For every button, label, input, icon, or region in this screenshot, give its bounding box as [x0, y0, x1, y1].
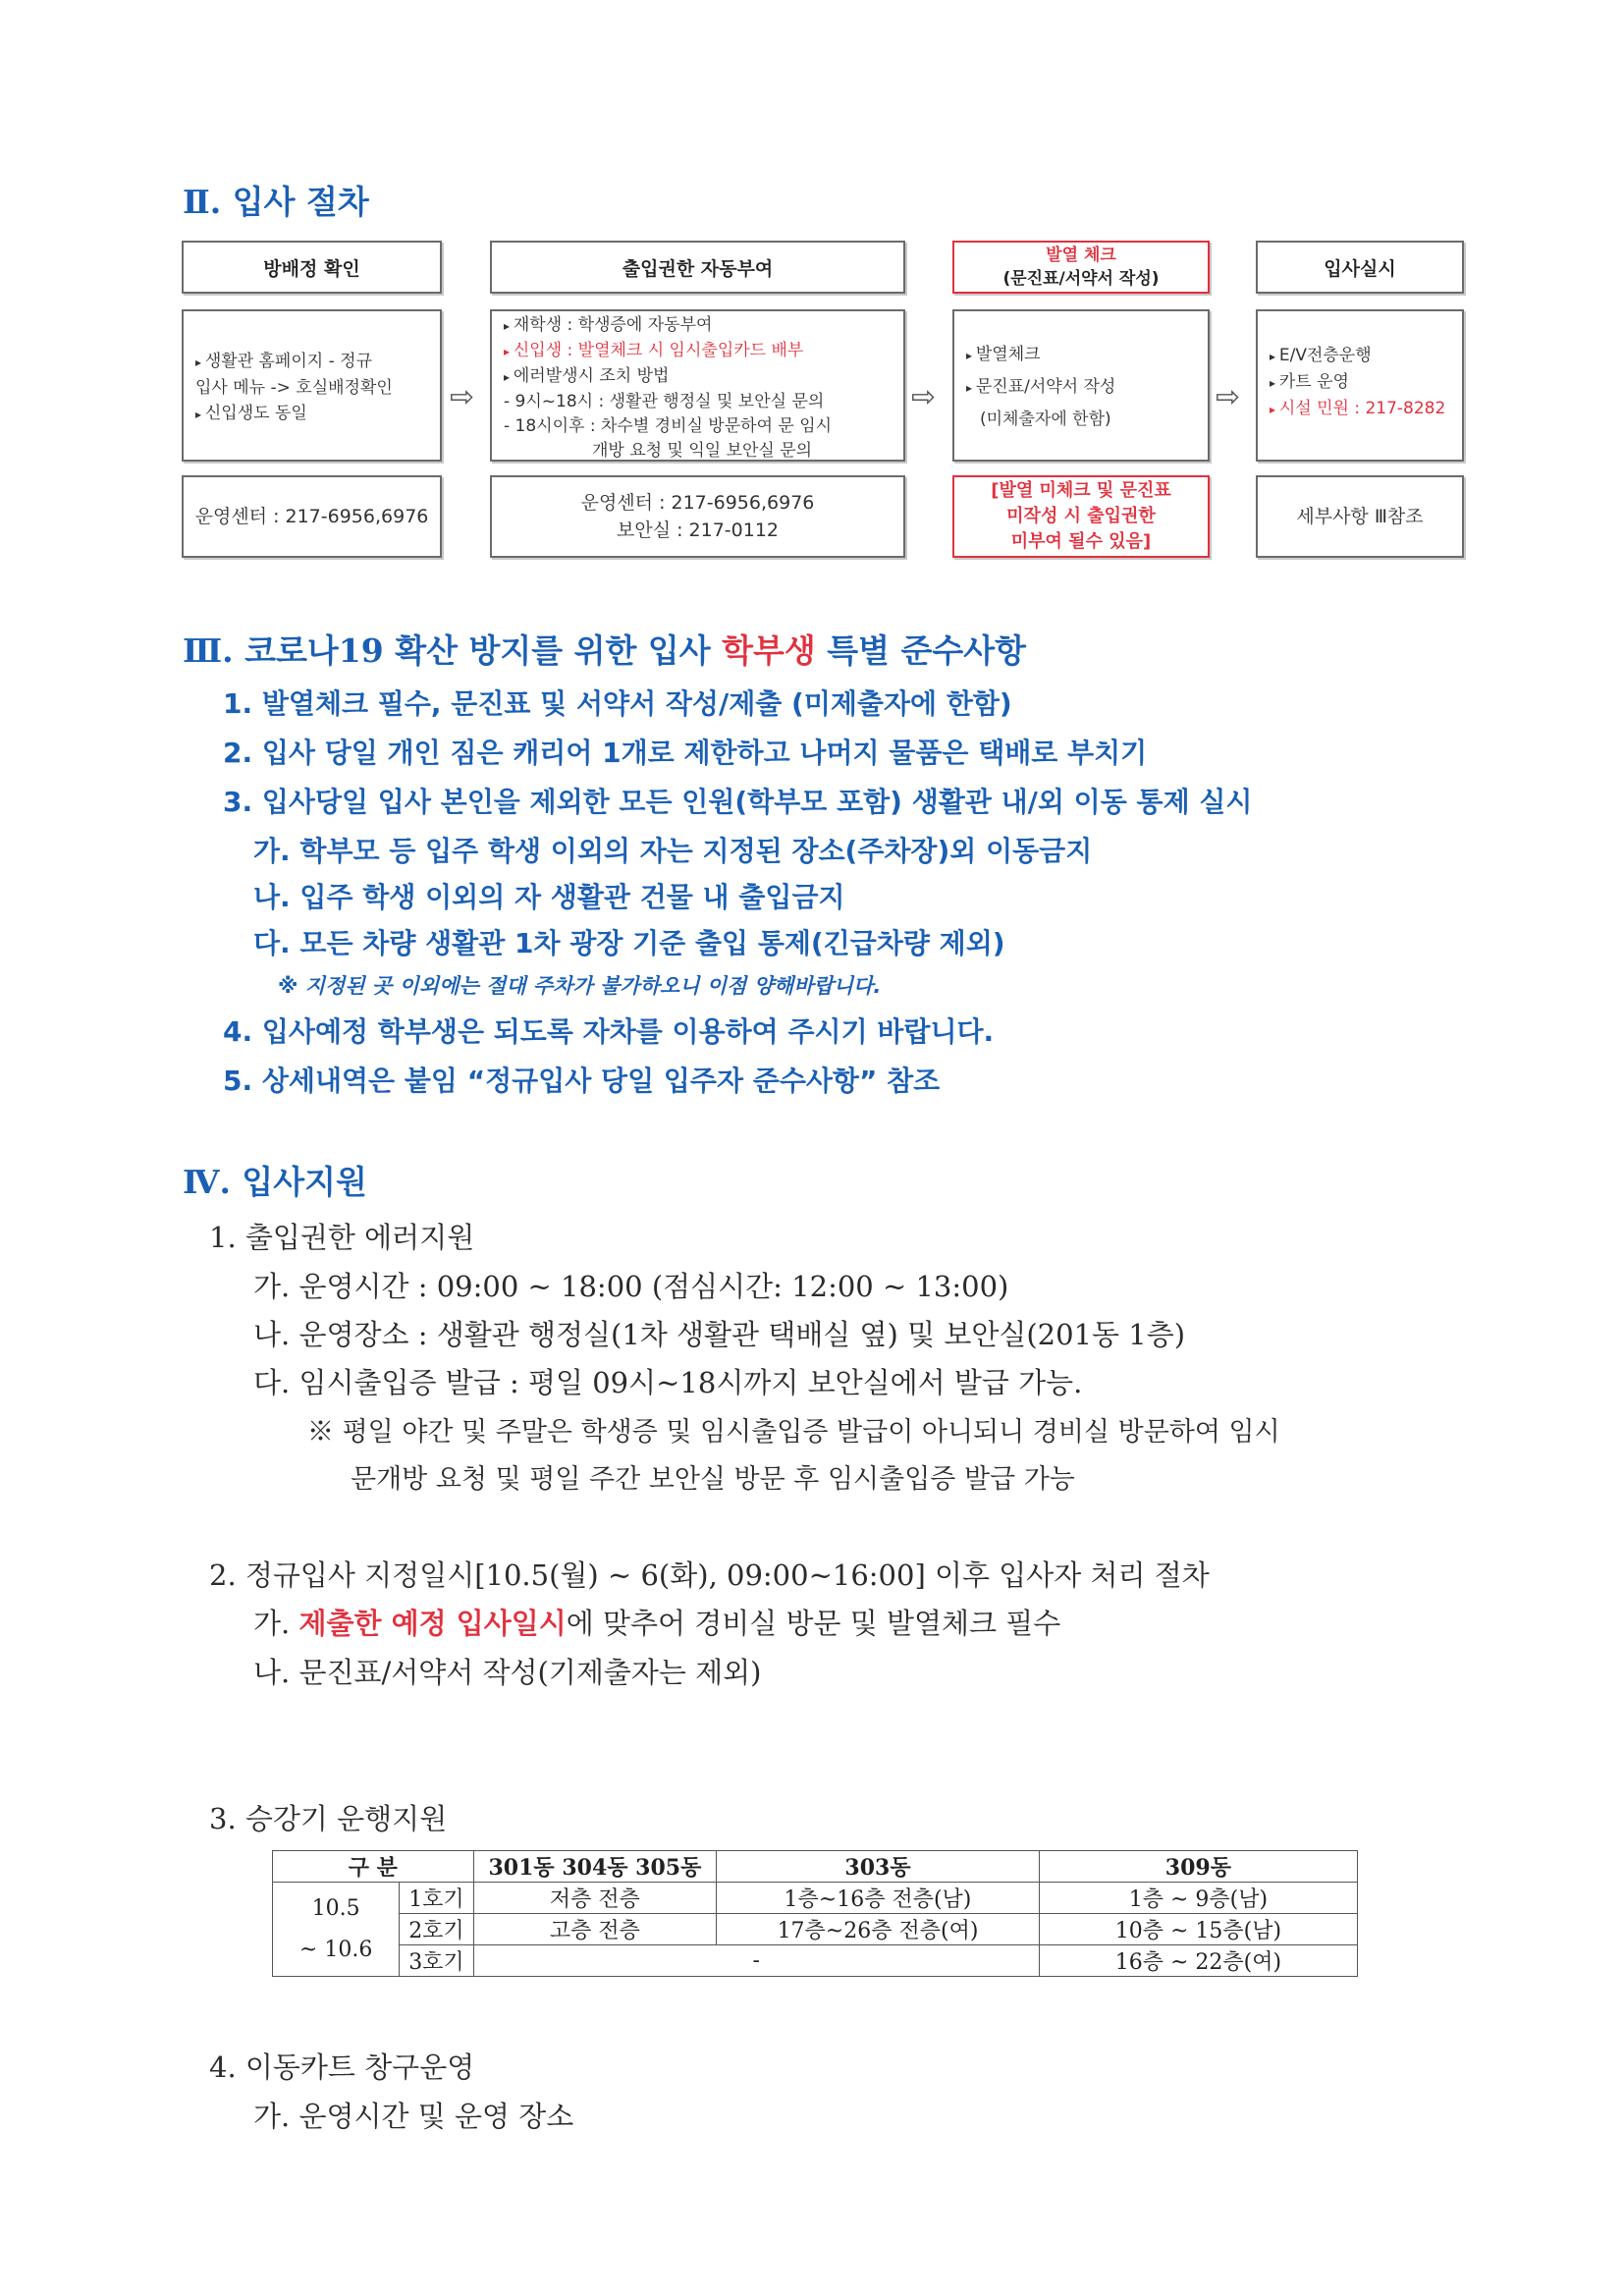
- step-4-body: [1256, 309, 1464, 462]
- step-3-line-3: (미체출자에 한함): [980, 410, 1111, 429]
- step-4-line-2: ▸ 카트 운영: [1270, 369, 1450, 396]
- step-2-body: [490, 309, 905, 462]
- step-4-header: 입사실시: [1256, 241, 1464, 294]
- table-cell: 1호기: [400, 1883, 473, 1914]
- step-3-header-line-1: 발열 체크: [1046, 246, 1116, 265]
- table-cell: 1층 ~ 9층(남): [1039, 1883, 1357, 1914]
- arrow-right-icon: ⇨: [911, 380, 937, 414]
- support-2-a: 가. 제출한 예정 입사일시에 맞추어 경비실 방문 및 발열체크 필수: [253, 1607, 1061, 1640]
- support-1-c: 다. 임시출입증 발급 : 평일 09시~18시까지 보안실에서 발급 가능.: [253, 1366, 1083, 1399]
- table-header: 301동 304동 305동: [473, 1851, 717, 1883]
- rule-3-c: 다. 모든 차량 생활관 1차 광장 기준 출입 통제(긴급차량 제외): [253, 927, 1005, 959]
- date-cell: [273, 1883, 400, 1977]
- step-4-line-3: ▸ 시설 민원 : 217-8282: [1270, 396, 1450, 422]
- date-end: ~ 10.6: [298, 1937, 373, 1962]
- table-cell: 고층 전층: [473, 1914, 717, 1945]
- step-2-line-1: ▸ 재학생 : 학생증에 자동부여: [504, 313, 892, 339]
- table-cell: 3호기: [400, 1945, 473, 1977]
- support-1-b: 나. 운영장소 : 생활관 행정실(1차 생활관 택배실 옆) 및 보안실(201동 1층): [253, 1318, 1186, 1351]
- step-2-line-6: 개방 요청 및 익일 보안실 문의: [592, 441, 813, 461]
- table-cell: 17층~26층 전층(여): [717, 1914, 1040, 1945]
- step-4-line-1: ▸ E/V전층운행: [1270, 343, 1450, 369]
- step-3-warning-line-2: 미작성 시 출입권한: [1006, 506, 1156, 526]
- rule-3-a: 가. 학부모 등 입주 학생 이외의 자는 지정된 장소(주차장)외 이동금지: [253, 835, 1093, 867]
- step-1-line-3: ▸ 신입생도 동일: [195, 401, 428, 427]
- arrow-right-icon: ⇨: [1216, 380, 1241, 414]
- step-2-header: 출입권한 자동부여: [490, 241, 905, 294]
- step-1-body: [182, 309, 442, 462]
- support-4-title: 4. 이동카트 창구운영: [209, 2050, 475, 2084]
- step-3-warning-line-3: 미부여 될수 있음]: [1010, 531, 1152, 552]
- step-2-line-3: ▸ 에러발생시 조치 방법: [504, 364, 892, 390]
- step-2-line-2: ▸ 신입생 : 발열체크 시 임시출입카드 배부: [504, 339, 892, 364]
- table-header: 구 분: [273, 1851, 474, 1883]
- parking-note: ※ 지정된 곳 이외에는 절대 주차가 불가하오니 이점 양해바랍니다.: [278, 974, 882, 998]
- table-row: [273, 1914, 1358, 1945]
- support-3-title: 3. 승강기 운행지원: [209, 1802, 448, 1835]
- section-2-title: Ⅱ. 입사 절차: [183, 183, 369, 221]
- rule-1: 1. 발열체크 필수, 문진표 및 서약서 작성/제출 (미제출자에 한함): [223, 687, 1012, 720]
- step-3-line-2: ▸ 문진표/서약서 작성: [966, 371, 1196, 404]
- support-1-note-line-1: ※ 평일 야간 및 주말은 학생증 및 임시출입증 발급이 아니되니 경비실 방문하여 임시: [307, 1417, 1280, 1448]
- table-header: 309동: [1039, 1851, 1357, 1883]
- step-3-body: [952, 309, 1210, 462]
- step-1-header: 방배정 확인: [182, 241, 442, 294]
- table-row: [273, 1883, 1358, 1914]
- table-header-row: [273, 1851, 1358, 1883]
- step-3-warning: [952, 475, 1210, 558]
- arrow-right-icon: ⇨: [450, 380, 475, 414]
- step-2-contact-line-2: 보안실 : 217-0112: [616, 519, 780, 541]
- section-4-title: Ⅳ. 입사지원: [183, 1163, 367, 1201]
- table-cell: 2호기: [400, 1914, 473, 1945]
- step-2-contact-line-1: 운영센터 : 217-6956,6976: [580, 492, 815, 514]
- table-cell: 16층 ~ 22층(여): [1039, 1945, 1357, 1977]
- table-cell: 1층~16층 전층(남): [717, 1883, 1040, 1914]
- step-3-line-1: ▸ 발열체크: [966, 339, 1196, 371]
- step-3-warning-line-1: [발열 미체크 및 문진표: [991, 480, 1171, 501]
- table-row: [273, 1945, 1358, 1977]
- support-1-note-line-2: 문개방 요청 및 평일 주간 보안실 방문 후 임시출입증 발급 가능: [351, 1464, 1075, 1495]
- step-1-line-2: 입사 메뉴 -> 호실배정확인: [195, 378, 393, 398]
- rule-5: 5. 상세내역은 붙임 “정규입사 당일 입주자 준수사항” 참조: [223, 1065, 941, 1097]
- table-header: 303동: [717, 1851, 1040, 1883]
- rule-4: 4. 입사예정 학부생은 되도록 자차를 이용하여 주시기 바랍니다.: [223, 1015, 995, 1048]
- rule-2: 2. 입사 당일 개인 짐은 캐리어 1개로 제한하고 나머지 물품은 택배로 부치기: [223, 737, 1148, 769]
- date-start: 10.5: [311, 1895, 360, 1921]
- section-3-title: Ⅲ. 코로나19 확산 방지를 위한 입사 학부생 특별 준수사항: [183, 631, 1026, 670]
- step-4-contact: 세부사항 Ⅲ참조: [1256, 475, 1464, 558]
- support-2-b: 나. 문진표/서약서 작성(기제출자는 제외): [253, 1656, 762, 1689]
- step-3-header: [952, 241, 1210, 294]
- step-1-contact: 운영센터 : 217-6956,6976: [182, 475, 442, 558]
- table-cell: 10층 ~ 15층(남): [1039, 1914, 1357, 1945]
- table-cell: 저층 전층: [473, 1883, 717, 1914]
- support-2-title: 2. 정규입사 지정일시[10.5(월) ~ 6(화), 09:00~16:00] 이후 입사자 처리 절차: [209, 1558, 1210, 1592]
- step-2-line-4: - 9시~18시 : 생활관 행정실 및 보안실 문의: [504, 392, 825, 411]
- step-2-line-5: - 18시이후 : 차수별 경비실 방문하여 문 임시: [504, 416, 833, 436]
- step-2-contact: [490, 475, 905, 558]
- rule-3-b: 나. 입주 학생 이외의 자 생활관 건물 내 출입금지: [253, 881, 845, 913]
- step-3-header-line-2: (문진표/서약서 작성): [1002, 269, 1160, 289]
- table-cell: -: [473, 1945, 1039, 1977]
- elevator-table: [272, 1850, 1358, 1977]
- support-4-a: 가. 운영시간 및 운영 장소: [253, 2100, 574, 2133]
- support-1-a: 가. 운영시간 : 09:00 ~ 18:00 (점심시간: 12:00 ~ 13:00): [253, 1270, 1009, 1303]
- support-1-title: 1. 출입권한 에러지원: [209, 1221, 475, 1254]
- step-1-line-1: ▸ 생활관 홈페이지 - 정규: [195, 349, 428, 375]
- rule-3: 3. 입사당일 입사 본인을 제외한 모든 인원(학부모 포함) 생활관 내/외 이동 통제 실시: [223, 786, 1253, 818]
